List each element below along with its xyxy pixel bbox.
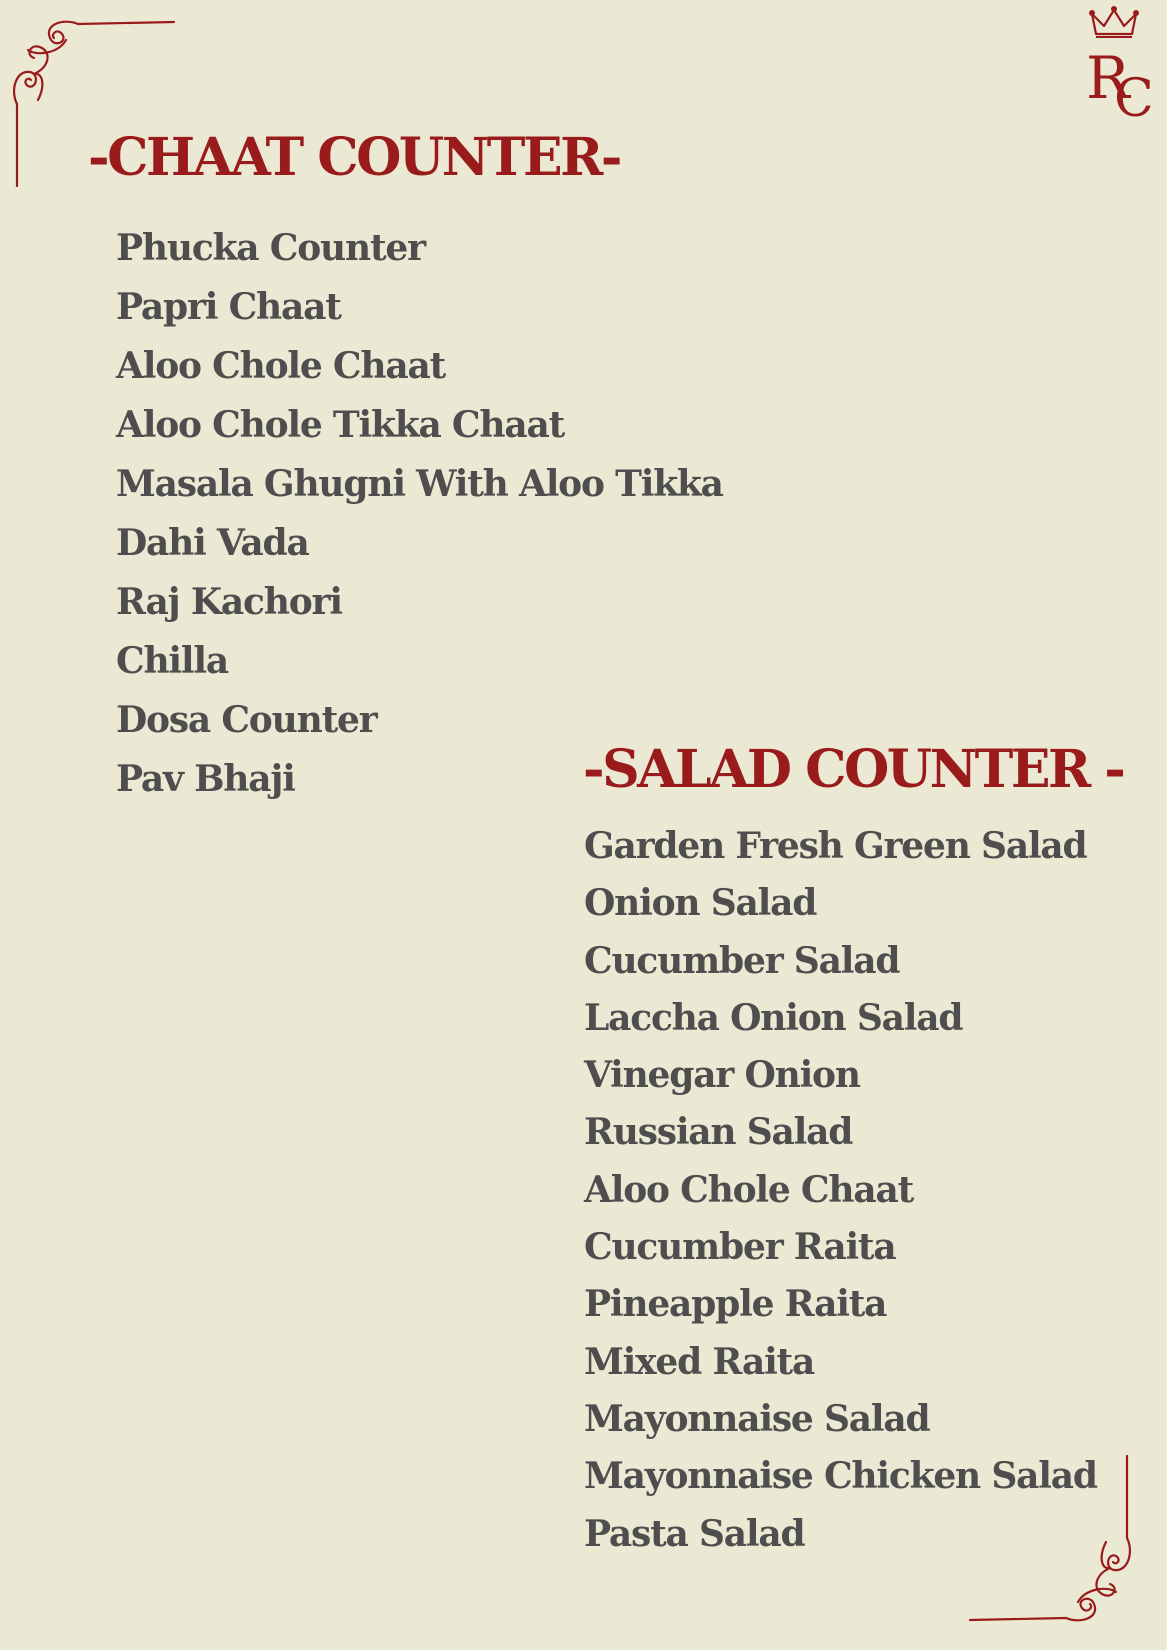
list-item: Cucumber Raita — [584, 1226, 896, 1269]
list-item: Papri Chaat — [116, 286, 341, 328]
list-item: Pineapple Raita — [584, 1283, 887, 1326]
list-item: Garden Fresh Green Salad — [584, 825, 1087, 867]
list-item: Aloo Chole Chaat — [584, 1168, 914, 1211]
corner-flourish-bottom-right-icon — [968, 1448, 1138, 1628]
list-item: Laccha Onion Salad — [584, 996, 963, 1039]
chaat-counter-title: -CHAAT COUNTER- — [88, 127, 620, 188]
list-item: Mayonnaise Salad — [584, 1397, 930, 1440]
svg-text:C: C — [1114, 69, 1154, 122]
list-item: Pav Bhaji — [116, 758, 295, 800]
list-item: Cucumber Salad — [584, 939, 900, 982]
list-item: Dosa Counter — [116, 699, 377, 741]
list-item: Mixed Raita — [584, 1340, 815, 1383]
list-item: Raj Kachori — [116, 581, 342, 623]
list-item: Aloo Chole Chaat — [116, 345, 446, 387]
list-item: Pasta Salad — [584, 1512, 805, 1555]
salad-counter-title: -SALAD COUNTER - — [583, 739, 1124, 800]
list-item: Onion Salad — [584, 882, 817, 925]
list-item: Masala Ghugni With Aloo Tikka — [116, 463, 723, 505]
chaat-counter-list — [116, 219, 723, 809]
list-item: Phucka Counter — [116, 227, 425, 269]
logo-monogram: R — [1086, 44, 1130, 112]
list-item: Russian Salad — [584, 1111, 853, 1154]
list-item: Aloo Chole Tikka Chaat — [116, 404, 565, 446]
list-item: Chilla — [116, 640, 228, 682]
list-item: Mayonnaise Chicken Salad — [584, 1455, 1097, 1498]
list-item: Dahi Vada — [116, 522, 309, 564]
list-item: Vinegar Onion — [584, 1054, 860, 1097]
rc-monogram-logo-icon — [1082, 4, 1164, 122]
